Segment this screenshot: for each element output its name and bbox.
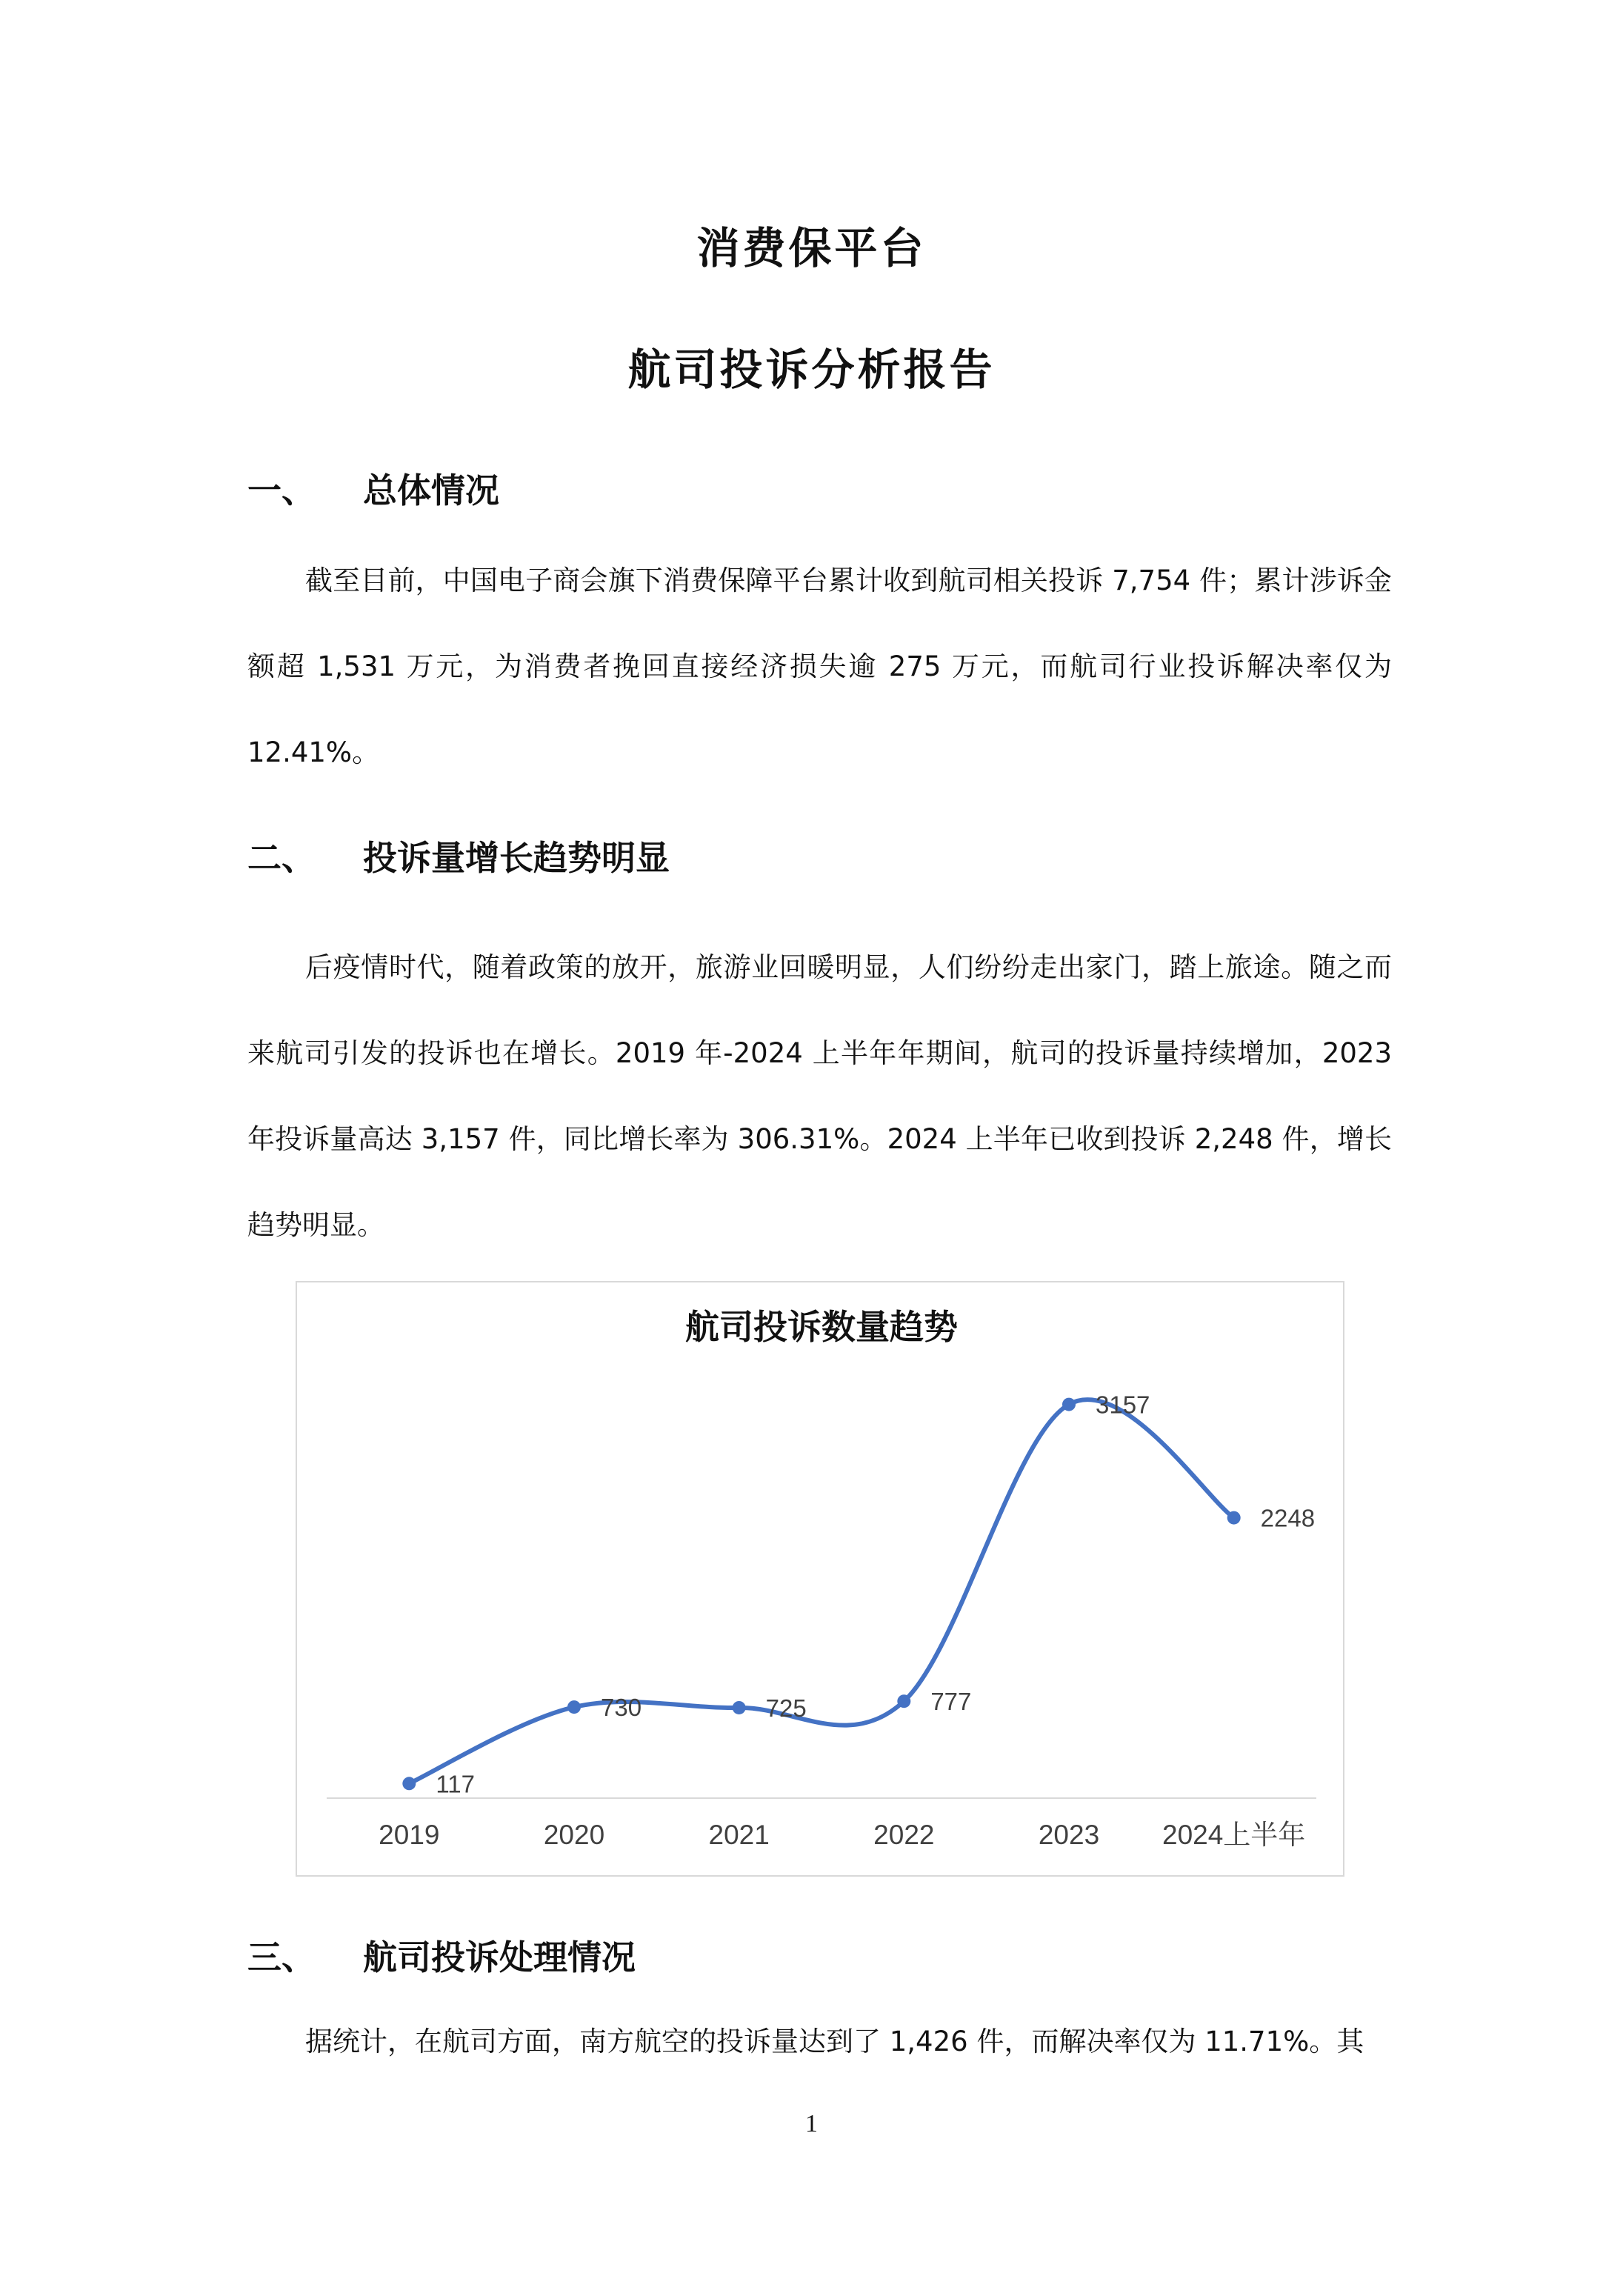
x-tick-label: 2024上半年 — [1162, 1820, 1306, 1850]
section-paragraph-handling: 据统计，在航司方面，南方航空的投诉量达到了 1,426 件，而解决率仅为 11.71%。其 — [305, 2026, 1364, 2057]
data-point — [1062, 1398, 1076, 1411]
section-title: 航司投诉处理情况 — [363, 1937, 636, 1977]
data-label: 3157 — [1096, 1391, 1150, 1419]
section-paragraph-overview: 截至目前，中国电子商会旗下消费保障平台累计收到航司相关投诉 7,754 件；累计涉诉金额超 1,531 万元，为消费者挽回直接经济损失逾 275 万元，而航司行业投诉解决率仅为 12.41%。 — [247, 565, 1392, 768]
data-label: 777 — [930, 1688, 972, 1716]
x-tick-label: 2019 — [379, 1820, 440, 1850]
data-label: 117 — [436, 1770, 475, 1798]
data-label: 725 — [765, 1694, 807, 1722]
section-heading-growth-trend — [247, 836, 670, 880]
section-title: 投诉量增长趋势明显 — [363, 838, 670, 878]
section-number: 三、 — [247, 1937, 316, 1977]
section-heading-overview — [247, 468, 499, 513]
x-tick-label: 2023 — [1038, 1820, 1100, 1850]
section-paragraph-growth-trend: 后疫情时代，随着政策的放开，旅游业回暖明显，人们纷纷走出家门，踏上旅途。随之而来航司引发的投诉也在增长。2019 年-2024 上半年年期间，航司的投诉量持续增加，2023 年投诉量高达 3,157 件，同比增长率为 306.31%。2024 上半年已收到投诉 2,248 件，增长趋势明显。 — [247, 951, 1392, 1241]
document-subtitle: 航司投诉分析报告 — [627, 345, 996, 395]
section-number: 二、 — [247, 838, 316, 878]
section-number: 一、 — [247, 470, 316, 510]
document-title: 消费保平台 — [696, 223, 927, 273]
page-number: 1 — [805, 2110, 818, 2137]
section-title: 总体情况 — [363, 470, 499, 510]
x-tick-label: 2022 — [873, 1820, 935, 1850]
x-tick-label: 2020 — [543, 1820, 605, 1850]
data-label: 2248 — [1260, 1504, 1316, 1532]
data-point — [897, 1694, 910, 1708]
section-heading-handling — [247, 1935, 636, 1980]
chart-title: 航司投诉数量趋势 — [685, 1307, 958, 1347]
chart-svg — [297, 1282, 1346, 1878]
x-tick-label: 2021 — [708, 1820, 770, 1850]
data-point — [402, 1777, 416, 1790]
complaint-trend-chart — [296, 1281, 1344, 1877]
series-line — [409, 1400, 1233, 1783]
data-label: 730 — [601, 1694, 642, 1722]
data-point — [567, 1700, 581, 1714]
data-point — [733, 1701, 746, 1714]
data-point — [1227, 1511, 1241, 1525]
